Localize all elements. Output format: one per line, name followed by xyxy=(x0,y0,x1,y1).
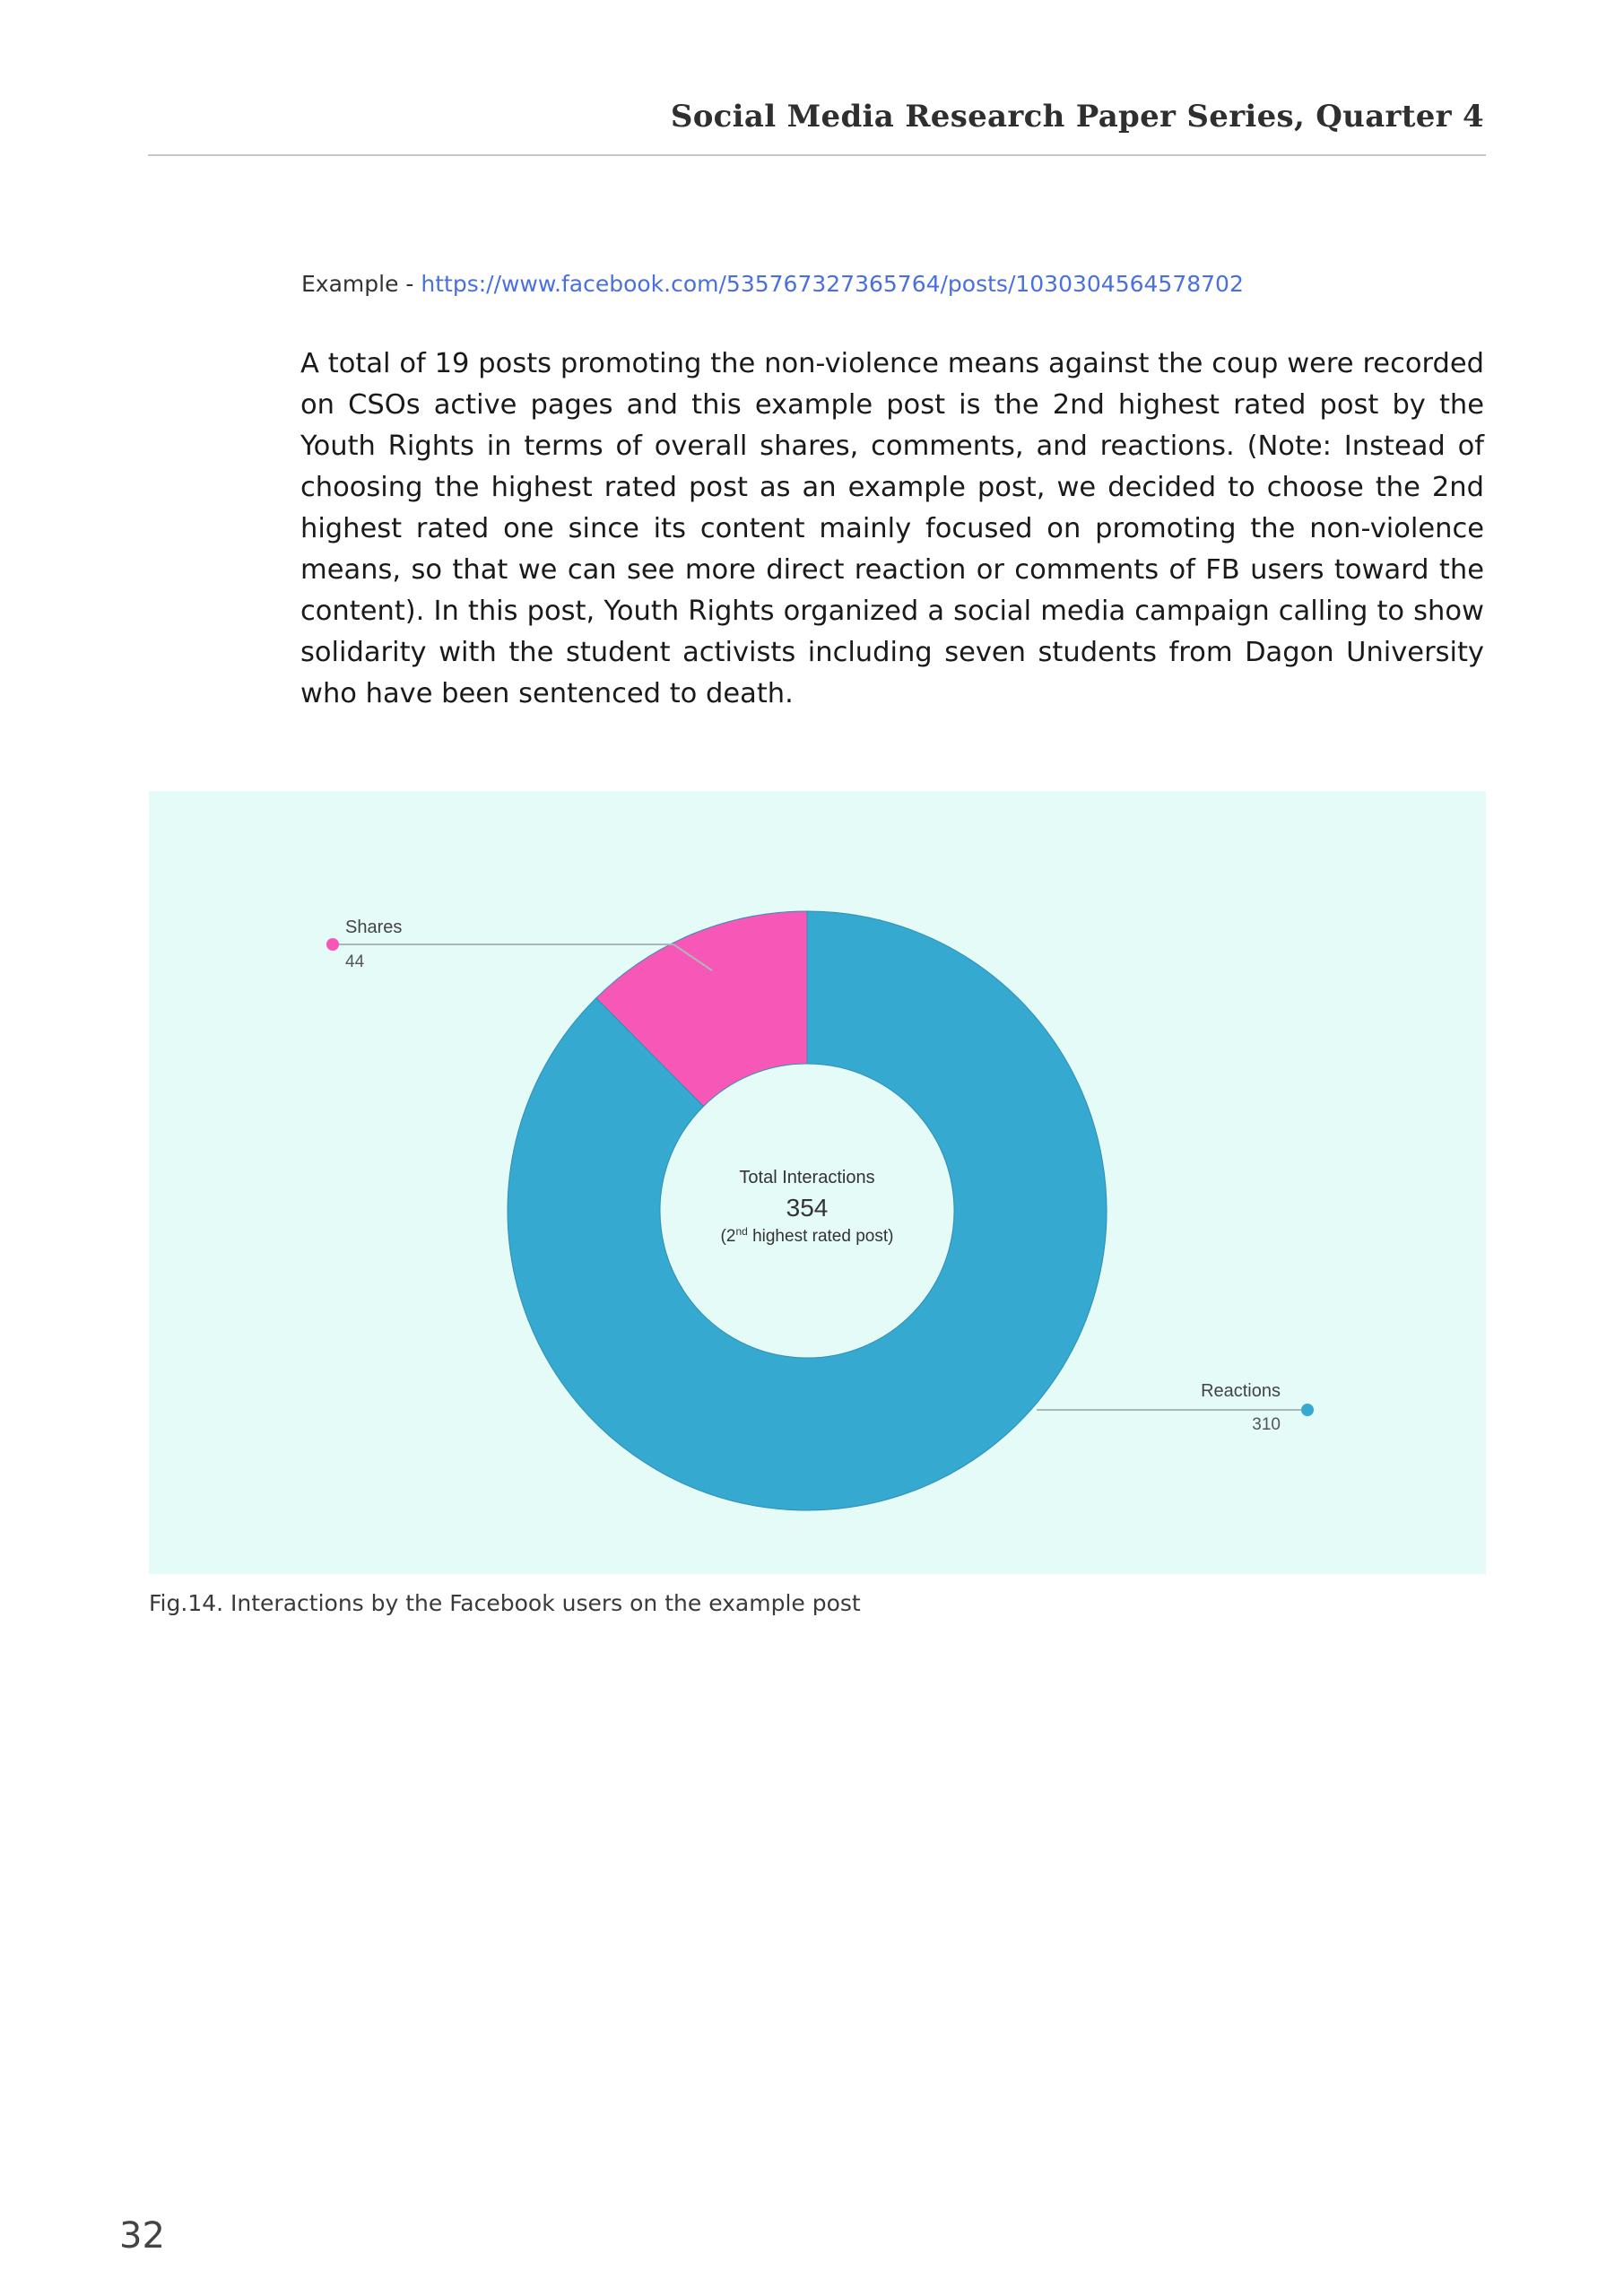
center-title: Total Interactions xyxy=(739,1168,875,1187)
figure-caption: Fig.14. Interactions by the Facebook users on the example post xyxy=(149,1590,861,1616)
page-number: 32 xyxy=(119,2215,165,2257)
reactions-label: Reactions xyxy=(1201,1381,1281,1401)
header-divider xyxy=(148,154,1486,156)
shares-dot xyxy=(326,938,339,951)
example-label: Example - xyxy=(301,271,421,297)
shares-value: 44 xyxy=(345,952,365,971)
donut-chart xyxy=(149,791,1486,1574)
center-total-value: 354 xyxy=(786,1194,829,1222)
example-line xyxy=(301,271,1244,297)
center-note: (2nd highest rated post) xyxy=(720,1225,894,1246)
reactions-dot xyxy=(1301,1404,1314,1416)
example-post-link[interactable]: https://www.facebook.com/535767327365764/posts/1030304564578702 xyxy=(421,271,1244,297)
body-paragraph: A total of 19 posts promoting the non-violence means against the coup were recorded on CSOs active pages and this example post is the 2nd highest rated post by the Youth Rights in terms of overall shares, comments, and reactions. (Note: Instead of choosing the highest rated post as an example post, we decided to choose the 2nd highest rated one since its content mainly focused on promoting the non-violence means, so that we can see more direct reaction or comments of FB users toward the content). In this post, Youth Rights organized a social media campaign calling to show solidarity with the student activists including seven students from Dagon University who have been sentenced to death. xyxy=(300,348,1484,709)
figure-panel xyxy=(149,791,1486,1574)
shares-label: Shares xyxy=(345,918,403,937)
running-header-title: Social Media Research Paper Series, Quarter 4 xyxy=(670,99,1484,135)
reactions-value: 310 xyxy=(1252,1415,1281,1434)
